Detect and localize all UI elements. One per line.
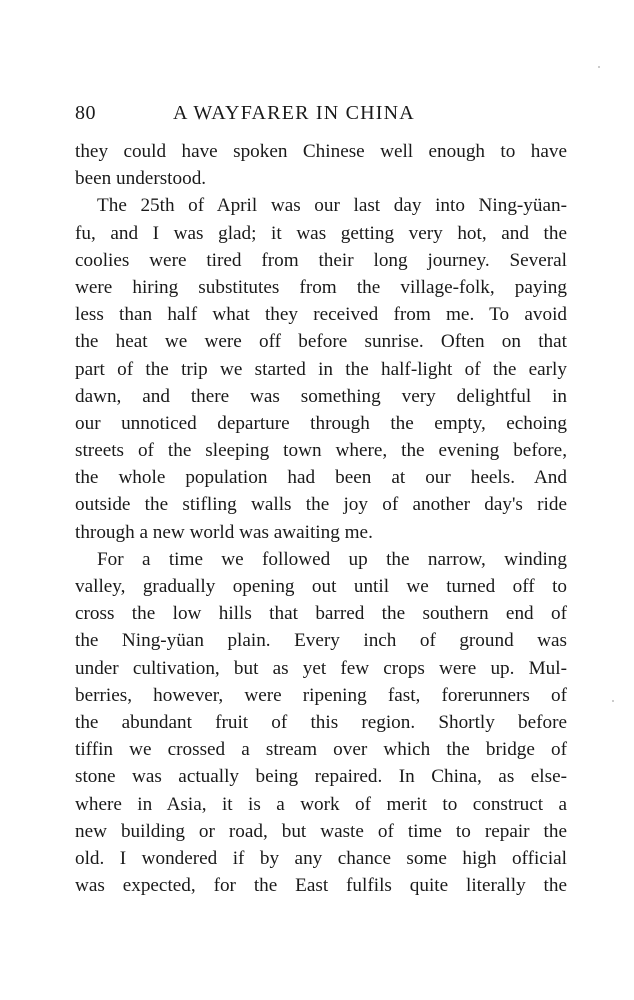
- text-line: fu, and I was glad; it was getting very hot, and the: [75, 222, 567, 244]
- text-line: less than half what they received from me. To avoid: [75, 304, 567, 326]
- text-line: old. I wondered if by any chance some high official: [75, 847, 567, 869]
- text-line: under cultivation, but as yet few crops were up. Mul-: [75, 657, 567, 679]
- text-line: stone was actually being repaired. In China, as else-: [75, 766, 567, 788]
- scan-speck: [612, 700, 614, 702]
- text-line: the Ning-yüan plain. Every inch of ground was: [75, 630, 567, 652]
- text-line: valley, gradually opening out until we turned off to: [75, 576, 567, 597]
- text-line: through a new world was awaiting me.: [75, 521, 373, 543]
- text-line: The 25th of April was our last day into Ning-yüan-: [97, 195, 567, 217]
- text-line: tiffin we crossed a stream over which the bridge of: [75, 739, 567, 761]
- text-line: For a time we followed up the narrow, winding: [97, 548, 567, 570]
- running-title: A WAYFARER IN CHINA: [173, 102, 415, 124]
- text-line: streets of the sleeping town where, the evening before,: [75, 440, 567, 462]
- text-line: the whole population had been at our heels. And: [75, 467, 567, 489]
- scan-speck: [598, 66, 600, 68]
- text-line: was expected, for the East fulfils quite literally the: [75, 875, 567, 897]
- text-line: the heat we were off before sunrise. Often on that: [75, 331, 567, 353]
- text-line: our unnoticed departure through the empty, echoing: [75, 412, 567, 434]
- page-number: 80: [75, 102, 96, 124]
- body-text: [75, 138, 567, 899]
- text-line: cross the low hills that barred the southern end of: [75, 603, 567, 625]
- text-line: part of the trip we started in the half-light of the early: [75, 358, 567, 380]
- running-header: [75, 102, 567, 128]
- text-line: new building or road, but waste of time to repair the: [75, 820, 567, 842]
- text-line: the abundant fruit of this region. Shortly before: [75, 711, 567, 733]
- text-line: been understood.: [75, 168, 207, 190]
- text-line: were hiring substitutes from the village-folk, paying: [75, 276, 567, 298]
- text-line: outside the stifling walls the joy of another day's ride: [75, 494, 567, 516]
- text-line: coolies were tired from their long journey. Several: [75, 249, 567, 271]
- text-line: dawn, and there was something very delightful in: [75, 385, 567, 407]
- text-line: where in Asia, it is a work of merit to construct a: [75, 793, 567, 815]
- text-line: they could have spoken Chinese well enough to have: [75, 141, 567, 162]
- text-line: berries, however, were ripening fast, forerunners of: [75, 684, 567, 706]
